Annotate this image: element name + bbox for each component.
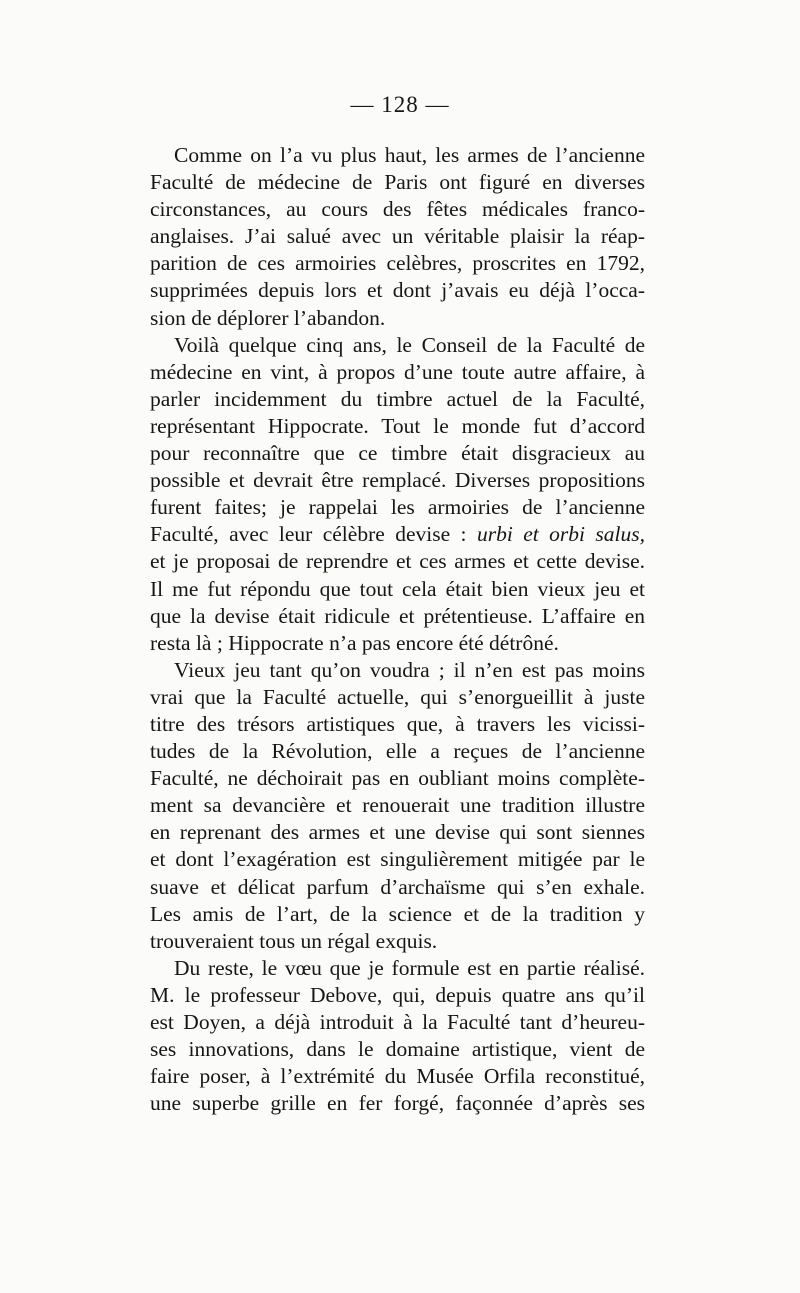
line-text: une superbe grille en fer forgé, façonnée d’après ses (150, 1091, 645, 1116)
line-text: médecine en vint, à propos d’une toute autre affaire, à (150, 359, 645, 384)
text-line (150, 1090, 645, 1117)
line-text: circonstances, au cours des fêtes médicales franco- (150, 197, 645, 222)
text-line (150, 846, 645, 873)
line-text: parition de ces armoiries celèbres, proscrites en 1792, (150, 251, 645, 276)
text-line (150, 576, 645, 603)
text-line (150, 657, 645, 684)
text-line (150, 521, 645, 548)
line-text: et dont l’exagération est singulièrement mitigée par le (150, 847, 645, 872)
body-text (150, 142, 645, 1117)
line-text: Du reste, le vœu que je formule est en partie réalisé. (174, 955, 645, 980)
text-line (150, 955, 645, 982)
text-line (150, 819, 645, 846)
text-line (150, 928, 645, 955)
text-line (150, 1036, 645, 1063)
text-line (150, 630, 645, 657)
line-text: représentant Hippocrate. Tout le monde fut d’accord (150, 413, 645, 438)
text-line (150, 467, 645, 494)
text-line (150, 305, 645, 332)
line-text: M. le professeur Debove, qui, depuis quatre ans qu’il (150, 982, 645, 1007)
text-line (150, 440, 645, 467)
text-line (150, 1063, 645, 1090)
text-line (150, 792, 645, 819)
text-line (150, 711, 645, 738)
text-line (150, 196, 645, 223)
text-line (150, 359, 645, 386)
line-text: supprimées depuis lors et dont j’avais eu déjà l’occa- (150, 278, 645, 303)
text-line (150, 901, 645, 928)
text-line (150, 982, 645, 1009)
line-text: tudes de la Révolution, elle a reçues de l’ancienne (150, 739, 645, 764)
line-text: suave et délicat parfum d’archaïsme qui s’en exhale. (150, 874, 645, 899)
text-line (150, 223, 645, 250)
line-text: vrai que la Faculté actuelle, qui s’enorgueillit à juste (150, 684, 645, 709)
line-text: Il me fut répondu que tout cela était bien vieux jeu et (150, 576, 645, 601)
text-line (150, 765, 645, 792)
line-text: Faculté de médecine de Paris ont figuré en diverses (150, 170, 645, 195)
line-text: titre des trésors artistiques que, à travers les vicissi- (150, 711, 645, 736)
line-text: Vieux jeu tant qu’on voudra ; il n’en est pas moins (174, 657, 645, 682)
text-line (150, 332, 645, 359)
line-text: et je proposai de reprendre et ces armes et cette devise. (150, 549, 645, 574)
line-text: furent faites; je rappelai les armoiries de l’ancienne (150, 495, 645, 520)
line-text: faire poser, à l’extrémité du Musée Orfila reconstitué, (150, 1064, 645, 1089)
line-text: que la devise était ridicule et prétentieuse. L’affaire en (150, 603, 645, 628)
text-line (150, 142, 645, 169)
line-text: pour reconnaître que ce timbre était disgracieux au (150, 441, 645, 466)
text-line (150, 548, 645, 575)
text-line (150, 738, 645, 765)
motto-italic: urbi et orbi salus, (476, 522, 645, 547)
text-line (150, 494, 645, 521)
text-line (150, 169, 645, 196)
line-text: en reprenant des armes et une devise qui sont siennes (150, 820, 645, 845)
text-line (150, 413, 645, 440)
text-line (150, 684, 645, 711)
line-text: ses innovations, dans le domaine artistique, vient de (150, 1037, 645, 1062)
line-text: parler incidemment du timbre actuel de la Faculté, (150, 386, 645, 411)
line-text: resta là ; Hippocrate n’a pas encore été détrôné. (150, 630, 559, 655)
text-line (150, 250, 645, 277)
text-line (150, 1009, 645, 1036)
line-text: ment sa devancière et renouerait une tradition illustre (150, 793, 645, 818)
line-text: Comme on l’a vu plus haut, les armes de l’ancienne (174, 143, 645, 167)
page-number: — 128 — (350, 92, 450, 117)
line-text: sion de déplorer l’abandon. (150, 305, 386, 330)
text-line (150, 386, 645, 413)
line-text: Faculté, ne déchoirait pas en oubliant moins complète- (150, 766, 645, 791)
line-text: Les amis de l’art, de la science et de la tradition y (150, 901, 645, 926)
line-text: Voilà quelque cinq ans, le Conseil de la Faculté de (174, 332, 645, 357)
text-line (150, 874, 645, 901)
line-text: Faculté, avec leur célèbre devise : (150, 522, 467, 547)
line-text: trouveraient tous un régal exquis. (150, 928, 438, 953)
line-text: est Doyen, a déjà introduit à la Faculté tant d’heureu- (150, 1010, 645, 1034)
text-line (150, 603, 645, 630)
line-text: possible et devrait être remplacé. Diverses propositions (150, 468, 645, 493)
line-text: anglaises. J’ai salué avec un véritable plaisir la réap- (150, 224, 645, 249)
text-line (150, 277, 645, 304)
